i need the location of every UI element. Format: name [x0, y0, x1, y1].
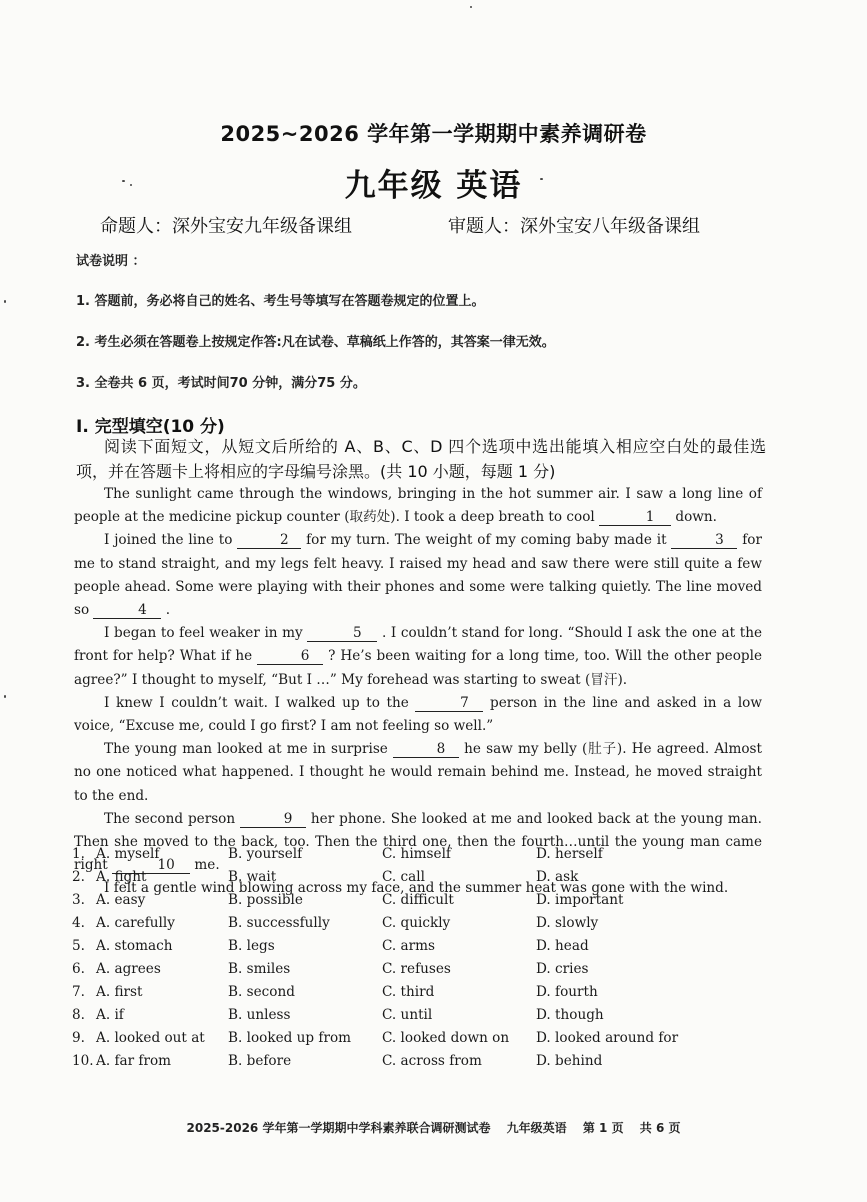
- option-d: D. ask: [536, 869, 579, 885]
- option-row: [72, 846, 772, 869]
- footer-subject: 九年级英语: [506, 1121, 567, 1135]
- passage-paragraph: [74, 738, 762, 808]
- question-number: 3.: [72, 892, 85, 908]
- section-instruction: 阅读下面短文，从短文后所给的 A、B、C、D 四个选项中选出能填入相应空白处的最佳选项，并在答题卡上将相应的字母编号涂黑。(共 10 小题，每题 1 分): [76, 437, 766, 481]
- passage-text: me.: [190, 857, 220, 874]
- subject-title: 九年级 英语: [344, 168, 523, 204]
- scan-speck: [4, 300, 6, 303]
- blank-8: 8: [393, 742, 459, 758]
- option-a: A. first: [96, 984, 143, 1000]
- option-c: C. until: [382, 1007, 433, 1023]
- option-d: D. cries: [536, 961, 589, 977]
- option-row: [72, 915, 772, 938]
- option-b: B. wait: [228, 869, 277, 885]
- question-number: 8.: [72, 1007, 85, 1023]
- passage-text: ? He’s been waiting for a long time, too. Will the other people agree?” I thought to myself, “But I …” My forehead was starting to sweat (冒汗).: [74, 648, 762, 688]
- option-c: C. quickly: [382, 915, 451, 931]
- option-d: D. looked around for: [536, 1030, 679, 1046]
- question-reviewer: 审题人：深外宝安八年级备课组: [448, 216, 700, 237]
- options-list: [72, 846, 772, 1076]
- cloze-passage: [74, 483, 762, 901]
- passage-text: her phone. She looked at me and looked back at the young man. Then she moved to the back, too. Then the third one, then the fourth…until the young man came right: [74, 810, 762, 874]
- option-b: B. legs: [228, 938, 275, 954]
- blank-9: 9: [240, 812, 306, 828]
- option-row: [72, 984, 772, 1007]
- option-b: B. smiles: [228, 961, 291, 977]
- passage-text: The second person: [104, 810, 241, 827]
- option-a: A. easy: [96, 892, 146, 908]
- option-b: B. unless: [228, 1007, 291, 1023]
- option-c: C. third: [382, 984, 435, 1000]
- option-row: [72, 869, 772, 892]
- blank-5: 5: [307, 626, 377, 642]
- option-d: D. though: [536, 1007, 604, 1023]
- option-c: C. refuses: [382, 961, 451, 977]
- question-setter: 命题人：深外宝安九年级备课组: [100, 216, 352, 237]
- passage-text: The sunlight came through the windows, bringing in the hot summer air. I saw a long line of people at the medicine pickup counter (取药处). I took a deep breath to cool: [74, 486, 762, 526]
- note-item: 2. 考生必须在答题卷上按规定作答:凡在试卷、草稿纸上作答的，其答案一律无效。: [76, 335, 555, 350]
- option-b: B. yourself: [228, 846, 303, 862]
- question-number: 9.: [72, 1030, 85, 1046]
- option-a: A. if: [96, 1007, 124, 1023]
- passage-paragraph: [74, 692, 762, 738]
- option-a: A. fight: [96, 869, 147, 885]
- blank-3: 3: [671, 533, 737, 549]
- option-b: B. possible: [228, 892, 303, 908]
- option-d: D. head: [536, 938, 589, 954]
- option-a: A. agrees: [96, 961, 161, 977]
- scan-speck: [470, 6, 472, 8]
- question-number: 6.: [72, 961, 85, 977]
- blank-6: 6: [257, 649, 323, 665]
- question-number: 4.: [72, 915, 85, 931]
- note-item: 1. 答题前，务必将自己的姓名、考生号等填写在答题卷规定的位置上。: [76, 294, 485, 309]
- passage-text: he saw my belly (肚子). He agreed. Almost no one noticed what happened. I thought he would remain behind me. Instead, he moved straight to the end.: [74, 741, 762, 804]
- option-a: A. looked out at: [96, 1030, 205, 1046]
- option-row: [72, 1030, 772, 1053]
- option-d: D. slowly: [536, 915, 599, 931]
- option-row: [72, 1053, 772, 1076]
- footer-total-pages: 共 6 页: [639, 1121, 681, 1135]
- passage-text: I joined the line to: [104, 532, 238, 549]
- passage-text: for me to stand straight, and my legs felt heavy. I raised my head and saw there were still quite a few people ahead. Some were playing with their phones and some were talking quietly. The line moved so: [74, 532, 762, 619]
- exam-title: 2025~2026 学年第一学期期中素养调研卷: [220, 122, 647, 146]
- question-number: 1.: [72, 846, 85, 862]
- option-row: [72, 938, 772, 961]
- passage-text: I knew I couldn’t wait. I walked up to the: [104, 694, 416, 711]
- passage-paragraph: [74, 529, 762, 622]
- option-row: [72, 1007, 772, 1030]
- option-b: B. second: [228, 984, 295, 1000]
- blank-1: 1: [599, 510, 671, 526]
- notes-heading: 试卷说明 ：: [76, 254, 146, 269]
- option-d: D. behind: [536, 1053, 603, 1069]
- passage-paragraph: [74, 622, 762, 692]
- option-c: C. across from: [382, 1053, 482, 1069]
- question-number: 2.: [72, 869, 85, 885]
- passage-paragraph: [74, 483, 762, 529]
- option-b: B. before: [228, 1053, 292, 1069]
- option-c: C. himself: [382, 846, 451, 862]
- section-heading: I. 完型填空(10 分): [76, 417, 225, 437]
- blank-10: 10: [112, 858, 190, 874]
- footer-exam-name: 2025-2026 学年第一学期期中学科素养联合调研测试卷: [186, 1121, 491, 1135]
- option-c: C. difficult: [382, 892, 454, 908]
- option-b: B. looked up from: [228, 1030, 352, 1046]
- passage-text: down.: [671, 509, 717, 526]
- note-item: 3. 全卷共 6 页，考试时间70 分钟，满分75 分。: [76, 376, 366, 391]
- question-number: 10.: [72, 1053, 94, 1069]
- passage-text: The young man looked at me in surprise: [104, 741, 393, 758]
- passage-text: I began to feel weaker in my: [104, 625, 308, 642]
- option-a: A. carefully: [96, 915, 175, 931]
- passage-text: .: [161, 602, 171, 619]
- option-c: C. looked down on: [382, 1030, 510, 1046]
- question-number: 7.: [72, 984, 85, 1000]
- blank-2: 2: [237, 533, 301, 549]
- scan-speck: [4, 695, 6, 698]
- passage-text: for my turn. The weight of my coming baby made it: [301, 532, 672, 549]
- option-a: A. myself: [96, 846, 160, 862]
- option-d: D. important: [536, 892, 624, 908]
- passage-text: person in the line and asked in a low voice, “Excuse me, could I go first? I am not feeling so well.”: [74, 694, 762, 735]
- footer-page-number: 第 1 页: [582, 1121, 624, 1135]
- option-b: B. successfully: [228, 915, 330, 931]
- option-d: D. herself: [536, 846, 603, 862]
- question-number: 5.: [72, 938, 85, 954]
- option-a: A. far from: [96, 1053, 172, 1069]
- blank-4: 4: [93, 603, 161, 619]
- page-footer: [0, 1119, 867, 1136]
- passage-text: . I couldn’t stand for long. “Should I ask the one at the front for help? What if he: [74, 625, 762, 665]
- option-row: [72, 892, 772, 915]
- blank-7: 7: [415, 696, 483, 712]
- option-row: [72, 961, 772, 984]
- option-a: A. stomach: [96, 938, 173, 954]
- passage-paragraph: I felt a gentle wind blowing across my face, and the summer heat was gone with the wind.: [104, 880, 729, 897]
- option-c: C. call: [382, 869, 425, 885]
- option-c: C. arms: [382, 938, 436, 954]
- option-d: D. fourth: [536, 984, 598, 1000]
